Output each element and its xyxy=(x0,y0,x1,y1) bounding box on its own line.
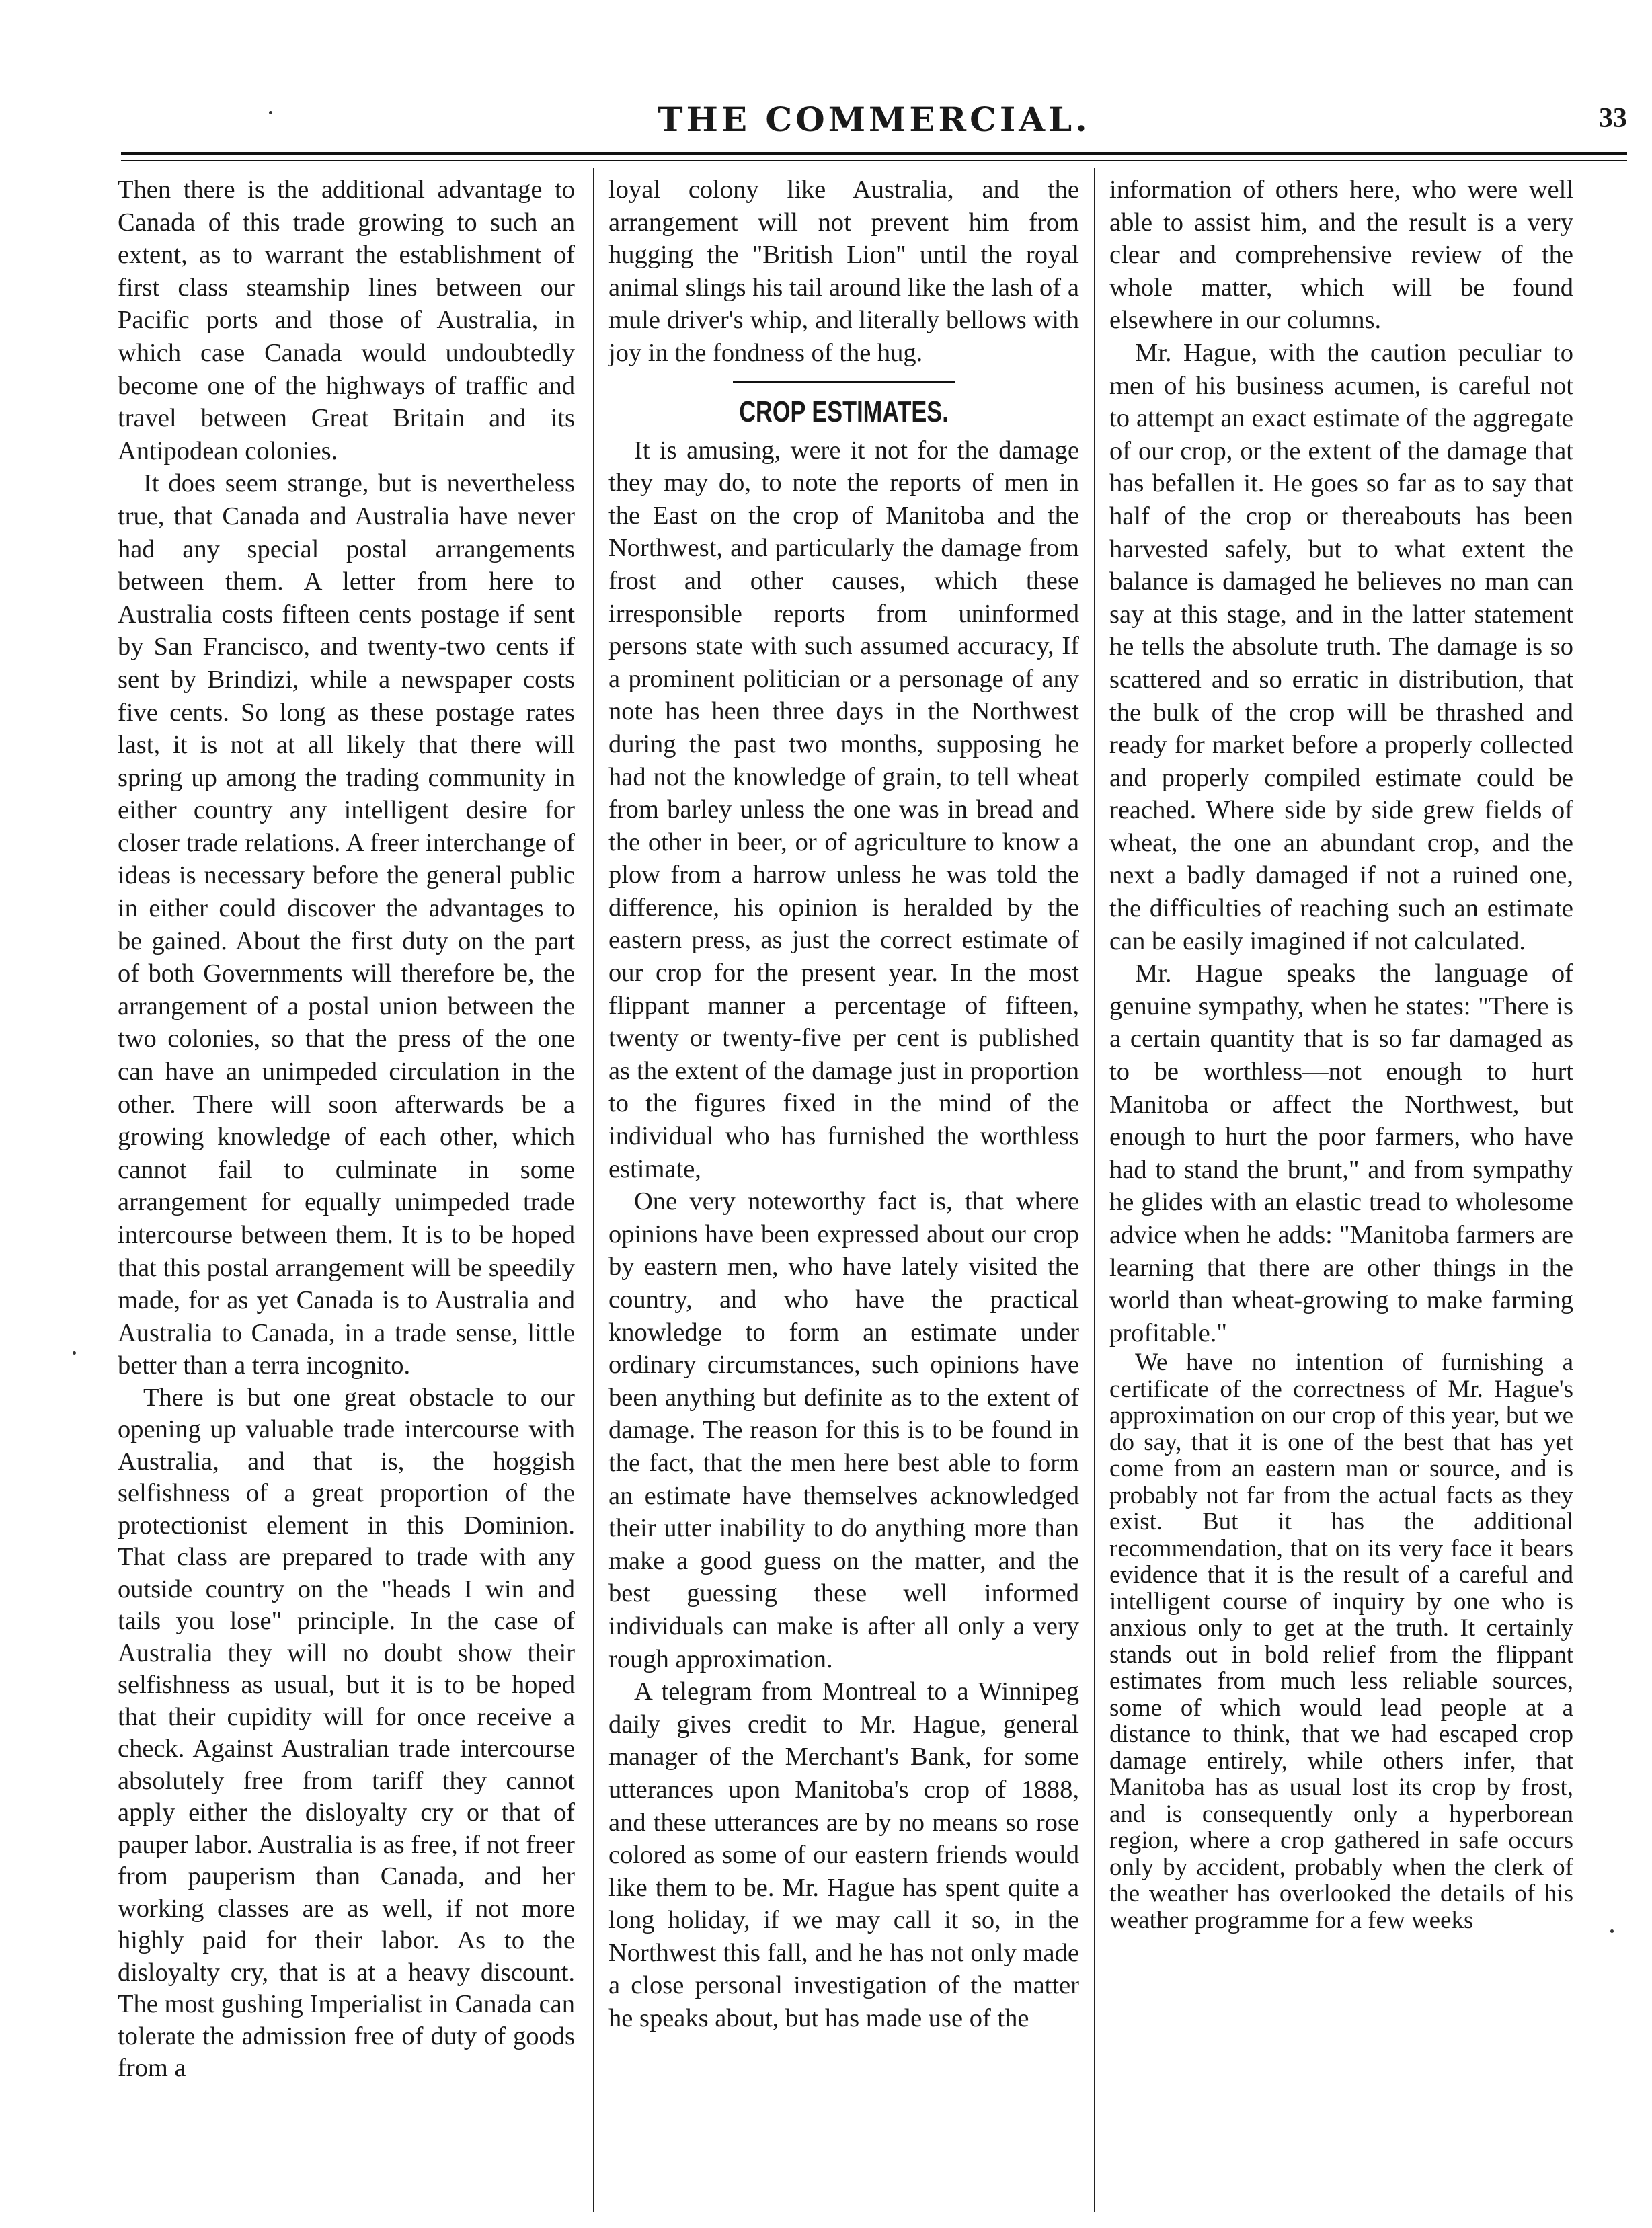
article-continuation: loyal colony like Australia, and the arrangement will not prevent him from hugging the "British Lion" until the royal animal slings his tail around like the lash of a mule driver's whip, and literally bellows with joy in the fondness of the hug. xyxy=(608,175,1079,367)
print-speck xyxy=(1610,1929,1614,1933)
headline-rule xyxy=(733,381,955,383)
article-continuation: information of others here, who were well able to assist him, and the result is a very clear and comprehensive review of the whole matter, which will be found elsewhere in our columns. xyxy=(1109,175,1573,335)
column-2 xyxy=(608,173,1079,2224)
masthead xyxy=(121,94,1627,148)
article-paragraph: There is but one great obstacle to our opening up valuable trade intercourse with Australia, and that is, the hoggish selfishness of a great proportion of the protectionist element in this Dominion. That class are prepared to trade with any outside country on the "heads I win and tails you lose" principle. In the case of Australia they will no doubt show their selfishness as usual, but it is to be hoped that their cupidity will for once receive a check. Against Australian trade intercourse absolutely free from tariff they cannot apply either the disloyalty cry or that of pauper labor. Australia is as free, if not freer from pauperism than Canada, and her working classes are as well, if not more highly paid for their labor. As to the disloyalty cry, that is at a heavy discount. The most gushing Imperialist in Canada can tolerate the admission free of duty of goods from a xyxy=(118,1383,575,2083)
article-paragraph: Mr. Hague, with the caution peculiar to men of his business acumen, is careful not to attempt an exact estimate of the aggregate of our crop, or the extent of the damage that has befallen it. He goes so far as to say that half of the crop or thereabouts has been harvested safely, but to what extent the balance is damaged he believes no man can say at this stage, and in the latter statement he tells the absolute truth. The damage is so scattered and so erratic in distribution, that the bulk of the crop will be thrashed and ready for market before a properly collected and properly compiled estimate could be reached. Where side by side grew fields of wheat, the one an abundant crop, and the next a badly damaged if not a ruined one, the difficulties of reaching such an estimate can be easily imagined if not calculated. xyxy=(1109,338,1573,955)
article-paragraph: Then there is the additional advantage to Canada of this trade growing to such an extent, as to warrant the establishment of first class steamship lines between our Pacific ports and those of Australia, in which case Canada would undoubtedly become one of the highways of traffic and travel between Great Britain and its Antipodean colonies. xyxy=(118,175,575,465)
article-headline: CROP ESTIMATES. xyxy=(739,395,949,428)
print-speck xyxy=(269,111,272,114)
column-3 xyxy=(1109,173,1573,2224)
article-paragraph: It does seem strange, but is nevertheless true, that Canada and Australia have never had any special postal arrangements between them. A letter from here to Australia costs fifteen cents postage if sent by San Francisco, and twenty-two cents if sent by Brindizi, while a newspaper costs five cents. So long as these postage rates last, it is not at all likely that there will spring up among the trading community in either country any intelligent desire for closer trade relations. A freer interchange of ideas is necessary before the general public in either could discover the advantages to be gained. About the first duty on the part of both Governments will therefore be, the arrangement of a postal union between the two colonies, so that the press of the one can have an unimpeded circulation in the other. There will soon afterwards be a growing knowledge of each other, which cannot fail to culminate in some arrangement for equally unimpeded trade intercourse between them. It is to be hoped that this postal arrangement will be speedily made, for as yet Canada is to Australia and Australia to Canada, in a trade sense, little better than a terra incognito. xyxy=(118,469,575,1380)
article-paragraph: Mr. Hague speaks the language of genuine sympathy, when he states: "There is a certain quantity that is so far damaged as to be worthless—not enough to hurt Manitoba or affect the Northwest, but enough to hurt the poor farmers, who have had to stand the brunt," and from sympathy he glides with an elastic tread to wholesome advice when he adds: "Manitoba farmers are learning that there are other things in the world than wheat-growing to make farming profitable." xyxy=(1109,959,1573,1347)
print-speck xyxy=(73,1351,76,1355)
article-paragraph: We have no intention of furnishing a certificate of the correctness of Mr. Hague's approximation on our crop of this year, but we do say, that it is one of the best that has yet come from an eastern man or source, and is probably not far from the actual facts as they exist. But it has the additional recommendation, that on its very face it bears evidence that it is the result of a careful and intelligent course of inquiry by one who is anxious only to get at the truth. It certainly stands out in bold relief from the flippant estimates from much less reliable sources, some of which would lead people at a distance to think, that we had escaped crop damage entirely, while others infer, that Manitoba has as usual lost its crop by frost, and is consequently only a hyperborean region, where a crop gathered in safe occurs only by accident, probably when the clerk of the weather has overlooked the details of his weather programme for a few weeks xyxy=(1109,1349,1573,1934)
column-divider-1 xyxy=(593,168,594,2212)
header-rule xyxy=(121,152,1627,155)
page-number: 33 xyxy=(1599,103,1627,134)
column-divider-2 xyxy=(1094,168,1095,2212)
header-rule-thin xyxy=(121,160,1627,161)
article-paragraph: A telegram from Montreal to a Winnipeg daily gives credit to Mr. Hague, general manager of the Merchant's Bank, for some utterances upon Manitoba's crop of 1888, and these utterances are by no means so rose colored as some of our eastern friends would like them to be. Mr. Hague has spent quite a long holiday, if we may call it so, in the Northwest this fall, and he has not only made a close personal investigation of the matter he speaks about, but has made use of the xyxy=(608,1677,1079,2033)
column-1 xyxy=(118,173,575,2224)
article-paragraph: One very noteworthy fact is, that where opinions have been expressed about our crop by eastern men, who have lately visited the country, and who have the practical knowledge to form an estimate under ordinary circumstances, such opinions have been anything but definite as to the extent of damage. The reason for this is to be found in the fact, that the men here best able to form an estimate have themselves acknowledged their utter inability to do anything more than make a good guess on the matter, and the best guessing these well informed individuals can make is after all only a very rough approximation. xyxy=(608,1187,1079,1673)
article-paragraph: It is amusing, were it not for the damage they may do, to note the reports of men in the East on the crop of Manitoba and the Northwest, and particularly the damage from frost and other causes, which these irresponsible reports from uninformed persons state with such assumed accuracy, If a prominent politician or a personage of any note has heen three days in the Northwest during the past two months, supposing he had not the knowledge of grain, to tell wheat from barley unless the one was in bread and the other in beer, or of agriculture to know a plow from a harrow unless he was told the difference, his opinion is heralded by the eastern press, as just the correct estimate of our crop for the present year. In the most flippant manner a percentage of fifteen, twenty or twenty-five per cent is published as the extent of the damage just in proportion to the figures fixed in the mind of the individual who has furnished the worthless estimate, xyxy=(608,436,1079,1183)
newspaper-title: THE COMMERCIAL. xyxy=(658,100,1091,139)
